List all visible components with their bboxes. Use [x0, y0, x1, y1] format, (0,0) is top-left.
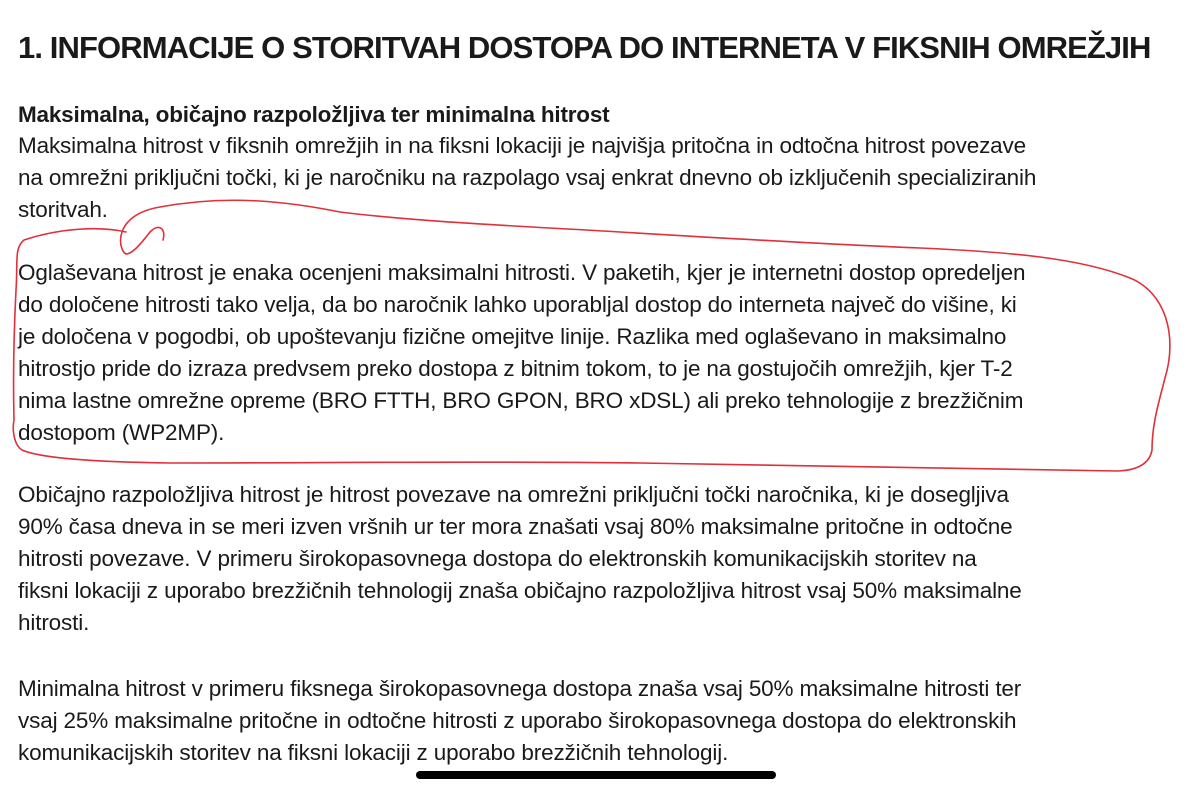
section-title: 1. INFORMACIJE O STORITVAH DOSTOPA DO INTERNETA V FIKSNIH OMREŽJIH	[18, 30, 1151, 65]
text-line: nima lastne omrežne opreme (BRO FTTH, BRO GPON, BRO xDSL) ali preko tehnologije z brezžičnim	[18, 388, 1024, 413]
text-line: Minimalna hitrost v primeru fiksnega širokopasovnega dostopa znaša vsaj 50% maksimalne hitrosti ter	[18, 676, 1022, 701]
text-line: je določena v pogodbi, ob upoštevanju fizične omejitve linije. Razlika med oglaševano in maksimalno	[18, 324, 1007, 349]
paragraph-maximum-speed	[18, 130, 1178, 226]
text-line: Maksimalna hitrost v fiksnih omrežjih in na fiksni lokaciji je najvišja pritočna in odtočna hitrost povezave	[18, 133, 1027, 158]
home-indicator-bar[interactable]	[416, 771, 776, 779]
text-line: hitrosti povezave. V primeru širokopasovnega dostopa do elektronskih komunikacijskih storitev na	[18, 546, 977, 571]
text-line: komunikacijskih storitev na fiksni lokaciji z uporabo brezžičnih tehnologij.	[18, 740, 729, 765]
text-line: Oglaševana hitrost je enaka ocenjeni maksimalni hitrosti. V paketih, kjer je internetni dostop opredeljen	[18, 260, 1026, 285]
paragraph-normally-available-speed	[18, 479, 1178, 639]
text-line: hitrosti.	[18, 610, 90, 635]
text-line: storitvah.	[18, 197, 108, 222]
text-line: vsaj 25% maksimalne pritočne in odtočne hitrosti z uporabo širokopasovnega dostopa do elektronskih	[18, 708, 1017, 733]
paragraph-minimum-speed	[18, 673, 1178, 769]
text-line: dostopom (WP2MP).	[18, 420, 225, 445]
text-line: Običajno razpoložljiva hitrost je hitrost povezave na omrežni priključni točki naročnika, ki je dosegljiva	[18, 482, 1009, 507]
text-line: fiksni lokaciji z uporabo brezžičnih tehnologij znaša običajno razpoložljiva hitrost vsaj 50% maksimalne	[18, 578, 1022, 603]
text-line: hitrostjo pride do izraza predvsem preko dostopa z bitnim tokom, to je na gostujočih omrežjih, kjer T-2	[18, 356, 1013, 381]
text-line: na omrežni priključni točki, ki je naročniku na razpolago vsaj enkrat dnevno ob izključenih specializiranih	[18, 165, 1037, 190]
section-subheading: Maksimalna, običajno razpoložljiva ter minimalna hitrost	[18, 102, 610, 127]
paragraph-advertised-speed	[18, 257, 1178, 449]
text-line: 90% časa dneva in se meri izven vršnih ur ter mora znašati vsaj 80% maksimalne pritočne in odtočne	[18, 514, 1013, 539]
text-line: do določene hitrosti tako velja, da bo naročnik lahko uporabljal dostop do interneta največ do višine, ki	[18, 292, 1017, 317]
